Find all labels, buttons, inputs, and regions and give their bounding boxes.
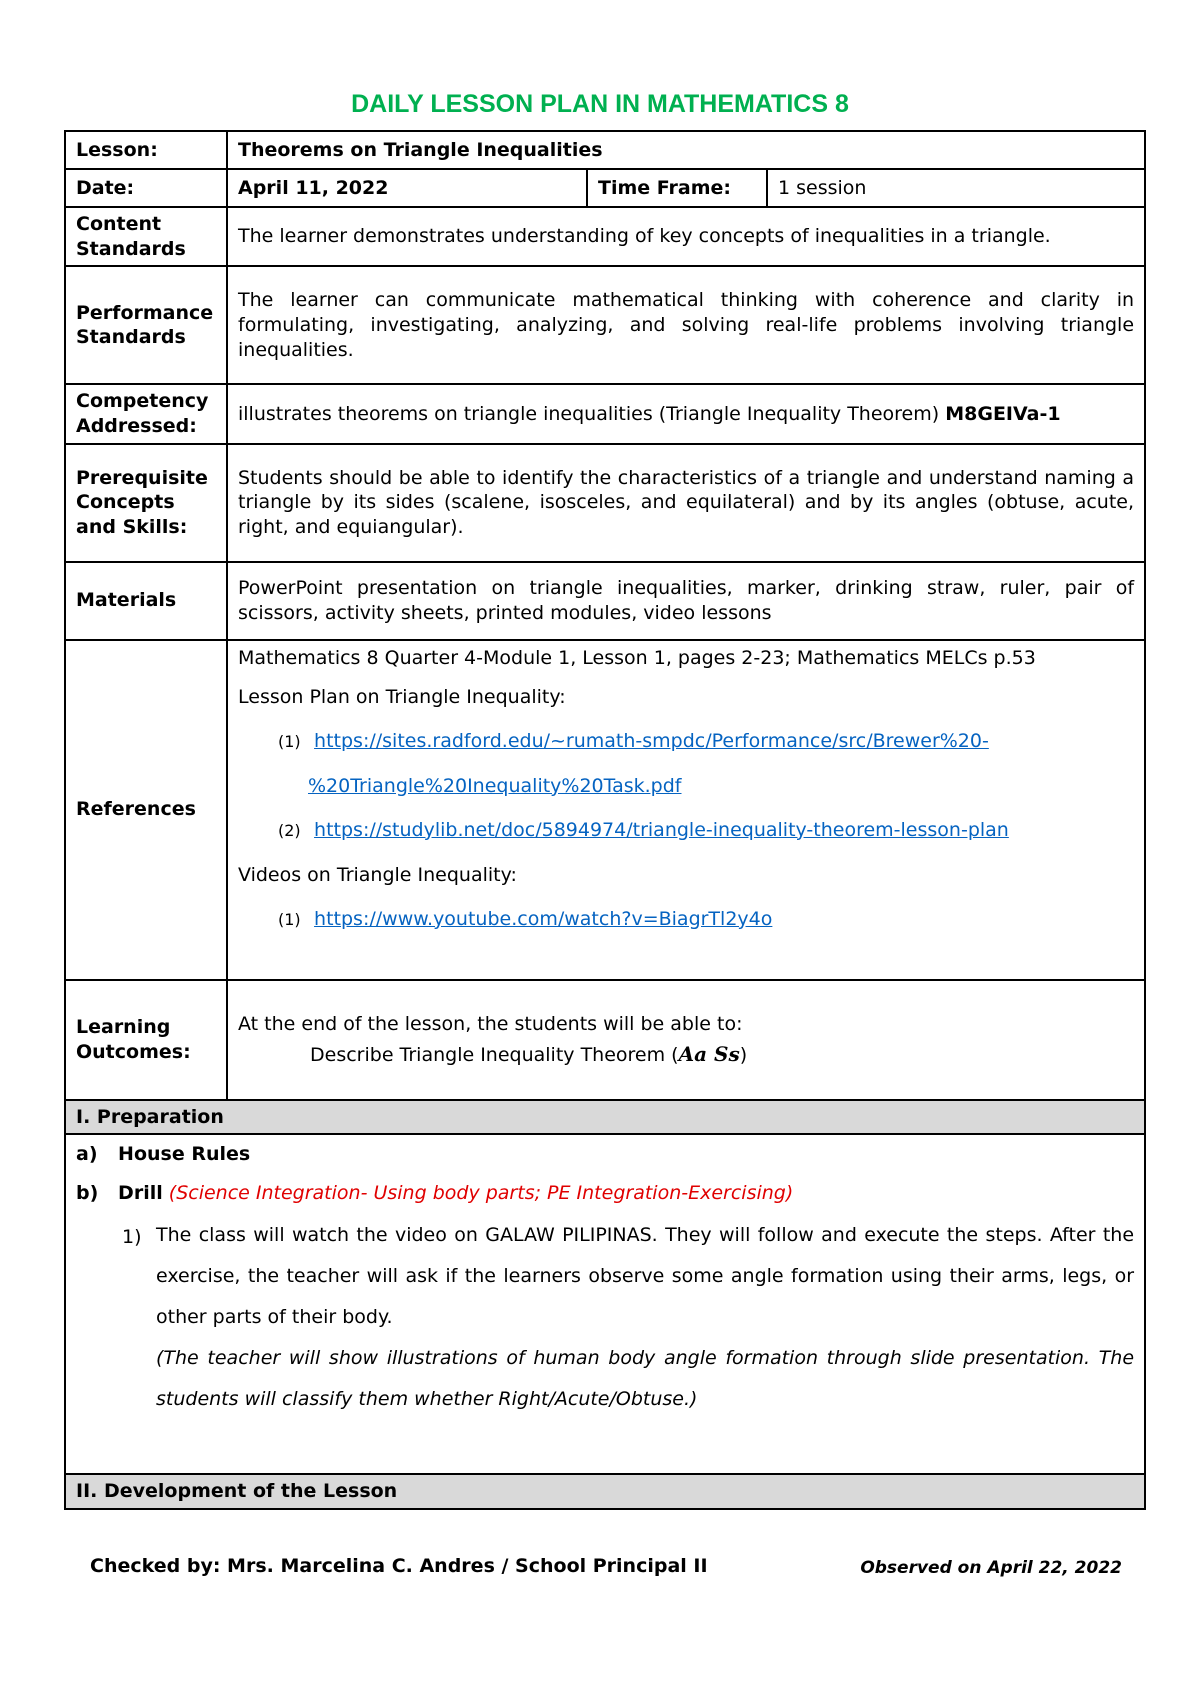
videos-heading: Videos on Triangle Inequality: [238, 863, 517, 886]
learning-outcomes-value [227, 980, 1145, 1100]
date-label: Date: [65, 169, 227, 207]
reference-link-1 [238, 719, 1134, 764]
house-rules-item [76, 1137, 1134, 1171]
outcomes-intro: At the end of the lesson, the students will be able to: [238, 1013, 743, 1036]
materials-value: PowerPoint presentation on triangle inequalities, marker, drinking straw, ruler, pair of scissors, activity sheets, printed modules, video lessons [227, 562, 1145, 640]
drill-step-1-text: The class will watch the video on GALAW PILIPINAS. They will follow and execute the steps. After the exercise, the teacher will ask if the learners observe some angle formation using their arms, legs, or other parts of their body. [156, 1224, 1135, 1329]
reference-link-1-cont [238, 764, 1134, 808]
observed-on: Observed on April 22, 2022 [860, 1558, 1122, 1578]
lesson-plan-table [64, 130, 1146, 1510]
lesson-label: Lesson: [65, 131, 227, 169]
lesson-value: Theorems on Triangle Inequalities [227, 131, 1145, 169]
house-rules-marker: a) [76, 1143, 98, 1166]
performance-standards-value: The learner can communicate mathematical thinking with coherence and clarity in formulating, investigating, analyzing, and solving real-life problems involving triangle inequalities. [227, 266, 1145, 384]
content-standards-value: The learner demonstrates understanding of key concepts of inequalities in a triangle. [227, 207, 1145, 266]
materials-label: Materials [65, 562, 227, 640]
prerequisite-label: Prerequisite Concepts and Skills: [65, 444, 227, 562]
competency-text: illustrates theorems on triangle inequalities (Triangle Inequality Theorem) [238, 402, 940, 425]
competency-label: Competency Addressed: [65, 384, 227, 443]
competency-value [227, 384, 1145, 443]
references-line1: Mathematics 8 Quarter 4-Module 1, Lesson 1, pages 2-23; Mathematics MELCs p.53 [238, 646, 1036, 669]
preparation-heading: I. Preparation [65, 1100, 1145, 1135]
drill-step-1-number: 1) [122, 1226, 142, 1249]
development-heading: II. Development of the Lesson [65, 1474, 1145, 1509]
prerequisite-value: Students should be able to identify the characteristics of a triangle and understand naming a triangle by its sides (scalene, isosceles, and equilateral) and by its angles (obtuse, acute, right, and equiangular). [227, 444, 1145, 562]
drill-step-1-body [156, 1215, 1134, 1420]
references-value [227, 640, 1145, 980]
references-label: References [65, 640, 227, 980]
video-link-1-number: (1) [278, 909, 301, 929]
reference-link-1-number: (1) [278, 731, 301, 751]
reference-link-1-url[interactable]: https://sites.radford.edu/~rumath-smpdc/Performance/src/Brewer%20- [314, 729, 989, 752]
outcomes-close: ) [739, 1044, 748, 1067]
video-link-1-url[interactable]: https://www.youtube.com/watch?v=BiagrTl2y4o [314, 907, 773, 930]
lesson-plan-heading: Lesson Plan on Triangle Inequality: [238, 685, 566, 708]
reference-link-2-number: (2) [278, 820, 301, 840]
document-title: DAILY LESSON PLAN IN MATHEMATICS 8 [351, 90, 849, 118]
timeframe-value: 1 session [767, 169, 1145, 207]
outcomes-code: Aa Ss [678, 1042, 740, 1067]
timeframe-label: Time Frame: [587, 169, 767, 207]
competency-code: M8GEIVa-1 [945, 402, 1061, 425]
drill-marker: b) [76, 1182, 99, 1205]
outcomes-item [238, 1039, 1134, 1070]
content-standards-label: Content Standards [65, 207, 227, 266]
date-value: April 11, 2022 [227, 169, 587, 207]
outcomes-item-text: Describe Triangle Inequality Theorem ( [310, 1044, 679, 1067]
drill-text: Drill [118, 1182, 163, 1205]
video-link-1 [238, 897, 1134, 942]
house-rules-text: House Rules [118, 1143, 251, 1166]
reference-link-1-url-cont[interactable]: %20Triangle%20Inequality%20Task.pdf [308, 774, 682, 797]
learning-outcomes-label: Learning Outcomes: [65, 980, 227, 1100]
drill-step-1 [76, 1215, 1134, 1420]
drill-item [76, 1171, 1134, 1215]
performance-standards-label: Performance Standards [65, 266, 227, 384]
preparation-content [65, 1134, 1145, 1474]
drill-step-1-note: (The teacher will show illustrations of human body angle formation through slide presentation. The students will classify them whether Right/Acute/Obtuse.) [156, 1347, 1135, 1411]
checked-by: Checked by: Mrs. Marcelina C. Andres / School Principal II [90, 1555, 708, 1577]
reference-link-2 [238, 808, 1134, 853]
drill-integration: (Science Integration- Using body parts; PE Integration-Exercising) [168, 1182, 794, 1205]
reference-link-2-url[interactable]: https://studylib.net/doc/5894974/triangle-inequality-theorem-lesson-plan [314, 818, 1009, 841]
